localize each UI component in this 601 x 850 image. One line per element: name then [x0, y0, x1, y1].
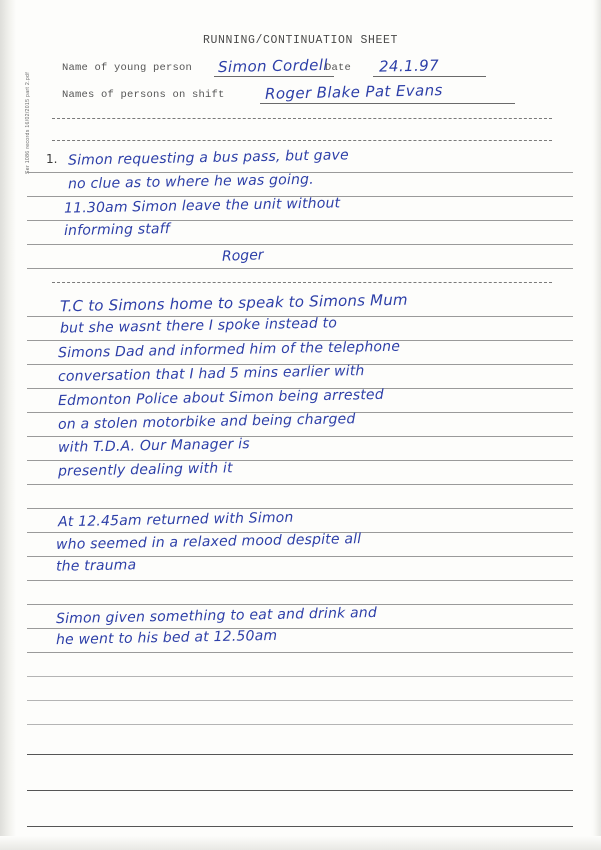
date-field-value: 24.1.97 [378, 56, 440, 76]
footer-box-line [27, 754, 573, 755]
entry-line: but she wasnt there I spoke instead to [59, 315, 338, 337]
name-field-label: Name of young person [62, 62, 193, 74]
ruled-line [27, 652, 573, 653]
entry-line: no clue as to where he was going. [67, 171, 314, 193]
entry-line: conversation that I had 5 mins earlier with [57, 363, 365, 385]
ruled-line [27, 628, 573, 629]
entry-line: he went to his bed at 12.50am [55, 627, 278, 649]
ruled-line [27, 724, 573, 725]
ruled-line [27, 484, 573, 485]
ruled-line [27, 244, 573, 245]
scan-edge-bottom [0, 836, 601, 850]
entry-line: At 12.45am returned with Simon [57, 509, 294, 531]
name-field-value: Simon Cordell [217, 55, 329, 77]
ruled-line [27, 700, 573, 701]
entry-line: T.C to Simons home to speak to Simons Mum [59, 290, 408, 316]
dashed-separator [52, 118, 552, 119]
entry-line: who seemed in a relaxed mood despite all [55, 531, 362, 553]
shift-field-value: Roger Blake Pat Evans [264, 81, 443, 103]
ruled-line [27, 604, 573, 605]
ruled-line [27, 268, 573, 269]
dashed-separator [52, 140, 552, 141]
ruled-line [27, 220, 573, 221]
entry-line: Simons Dad and informed him of the telephone [57, 338, 401, 362]
entry-line: informing staff [63, 220, 171, 240]
entry-line: on a stolen motorbike and being charged [57, 411, 356, 433]
dashed-separator [52, 282, 552, 283]
scan-edge-left [0, 0, 16, 850]
ruled-line [27, 580, 573, 581]
entry-number: 1. [46, 152, 58, 166]
shift-field-label: Names of persons on shift [62, 89, 225, 101]
entry-line: with T.D.A. Our Manager is [57, 436, 250, 456]
entry-line: Edmonton Police about Simon being arrested [57, 386, 384, 410]
footer-box-line [27, 790, 573, 791]
ruled-line [27, 436, 573, 437]
ruled-line [27, 508, 573, 509]
entry-line: Simon given something to eat and drink and [55, 604, 378, 628]
entry-line: Simon requesting a bus pass, but gave [67, 147, 350, 169]
footer-box-line [27, 826, 573, 827]
ruled-line [27, 460, 573, 461]
entry-line: presently dealing with it [57, 460, 233, 480]
date-field-rule [373, 76, 486, 77]
entry-line: the trauma [55, 557, 137, 575]
side-archive-stamp: Ser 1086 records 16/02/2015 part 2.pdf [25, 72, 31, 174]
shift-field-rule [260, 103, 515, 104]
page-title: RUNNING/CONTINUATION SHEET [202, 34, 399, 47]
scan-edge-right [591, 0, 601, 850]
ruled-line [27, 676, 573, 677]
date-field-label: Date [325, 62, 352, 74]
entry-line: 11.30am Simon leave the unit without [63, 195, 341, 217]
entry-signature: Roger [221, 247, 264, 265]
name-field-rule [214, 76, 334, 77]
